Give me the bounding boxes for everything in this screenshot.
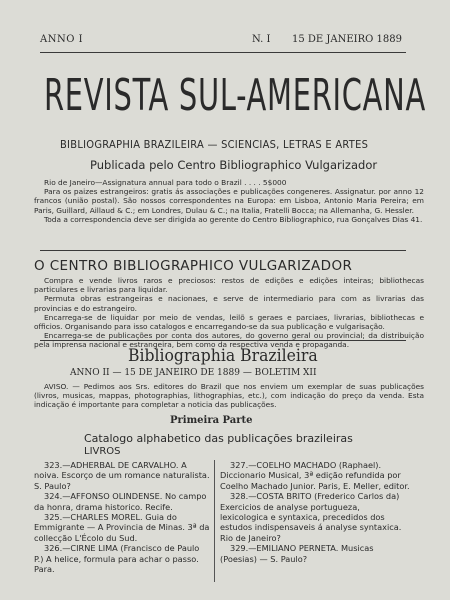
issue-date: 15 DE JANEIRO 1889 bbox=[292, 34, 402, 45]
issue-number: N. I bbox=[252, 34, 271, 45]
issue-header bbox=[40, 34, 402, 50]
masthead-title: REVISTA SUL-AMERICANA bbox=[44, 70, 427, 121]
header-rule bbox=[40, 52, 406, 53]
centro-paragraph: Encarrega-se de liquidar por meio de vendas, leilõ s geraes e parciaes, livrarias, bibliothecas e officios. Organisando para isso catalogos e encarregando-se da sua publicação e vulgarisação. bbox=[34, 312, 424, 332]
catalog-column-left bbox=[34, 460, 210, 574]
part-heading: Primeira Parte bbox=[170, 415, 253, 426]
aviso-text: AVISO. — Pedimos aos Srs. editores do Brazil que nos enviem um exemplar de suas publicações (livros, musicas, mappas, photographias, lithographias, etc.), com indicação do preço da venda. Esta indicação é importante para completar a noticia das publicações. bbox=[34, 382, 424, 410]
livros-heading: LIVROS bbox=[84, 446, 121, 457]
centro-paragraph: Encarrega-se de publicações por conta dos autores, do governo geral ou provincial; da distribuição pela imprensa nacional e estrangeira, bem como da respectiva venda e propaganda. bbox=[34, 331, 424, 350]
catalog-title: Catalogo alphabetico das publicações brazileiras bbox=[84, 432, 353, 445]
catalog-entry: 325.—CHARLES MOREL. Guia do Emmigrante — A Provincia de Minas. 3ª da collecção L'Écolo du Sud. bbox=[34, 512, 210, 543]
catalog-column-right bbox=[220, 460, 410, 564]
issue-volume: ANNO I bbox=[40, 34, 84, 45]
centro-paragraph: Permuta obras estrangeiras e nacionaes, e serve de intermediario para com as livrarias das provincias e do estrangeiro. bbox=[34, 294, 424, 313]
column-divider bbox=[214, 460, 215, 582]
centro-title: O CENTRO BIBLIOGRAPHICO VULGARIZADOR bbox=[34, 258, 353, 274]
publisher-line: Publicada pelo Centro Bibliographico Vulgarizador bbox=[90, 158, 378, 172]
bibliographia-title: Bibliographia Brazileira bbox=[128, 346, 318, 366]
subscription-foreign: Para os paizes estrangeiros: gratis ás associações e publicações congeneres. Assignatur. por anno 12 francos (união postal). São nossos correspondentes na Europa: em Lisboa, Antonio Maria Pereira; em Paris, Guillard, Aillaud & C.; em Londres, Dulau & C.; na Italia, Fratelli Bocca; na Allemanha, G. Hessler. bbox=[34, 187, 424, 215]
centro-block bbox=[34, 276, 424, 350]
catalog-entry: 328.—COSTA BRITO (Frederico Carlos da) Exercicios de analyse portugueza, lexicologica e syntaxica, precedidos dos estudos indispensaveis á analyse syntaxica. Rio de Janeiro? bbox=[220, 491, 402, 543]
aviso-block bbox=[34, 382, 424, 410]
subscription-price: Rio de Janeiro—Assignatura annual para todo o Brazil . . . . 5$000 bbox=[44, 178, 287, 187]
masthead-subtitle: BIBLIOGRAPHIA BRAZILEIRA — SCIENCIAS, LETRAS E ARTES bbox=[60, 138, 369, 151]
subscription-correspondence: Toda a correspondencia deve ser dirigida ao gerente do Centro Bibliographico, rua Gonçalves Dias 41. bbox=[44, 214, 423, 224]
catalog-entry: 327.—COELHO MACHADO (Raphael). Diccionario Musical, 3ª edição refundida por Coelho Machado Junior. Paris, E. Meller, editor. bbox=[220, 460, 410, 491]
catalog-entry: 323.—ADHERBAL DE CARVALHO. A noiva. Escorço de um romance naturalista. S. Paulo? bbox=[34, 460, 210, 491]
subscription-block bbox=[34, 178, 424, 224]
section-rule-1 bbox=[40, 250, 406, 251]
catalog-entry: 326.—CIRNE LIMA (Francisco de Paulo P.) A helice, formula para achar o passo. Para. bbox=[34, 543, 200, 575]
boletim-line: ANNO II — 15 DE JANEIRO DE 1889 — BOLETIM XII bbox=[70, 368, 317, 378]
catalog-entry: 329.—EMILIANO PERNETA. Musicas (Poesias) — S. Paulo? bbox=[220, 543, 374, 564]
section-rule-2 bbox=[40, 340, 406, 341]
centro-paragraph: Compra e vende livros raros e preciosos: restos de edições e edições inteiras; bibliothecas particulares e livrarias para liquidar. bbox=[34, 276, 424, 295]
catalog-entry: 324.—AFFONSO OLINDENSE. No campo da honra, drama historico. Recife. bbox=[34, 491, 207, 512]
